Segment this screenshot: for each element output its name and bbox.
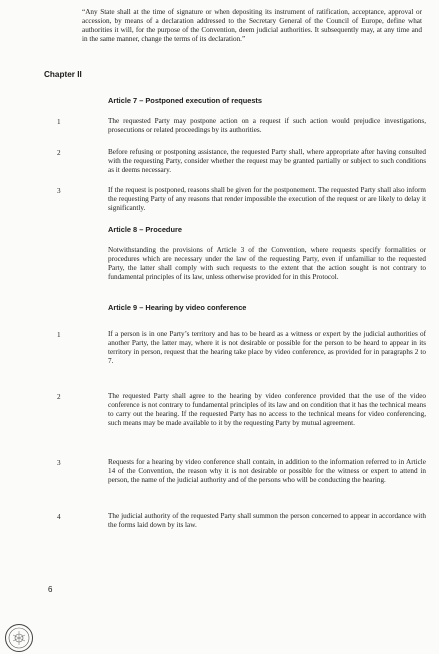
seal-stamp-icon [4,623,34,653]
declaration-quote: “Any State shall at the time of signature or when depositing its instrument of ratification, acceptance, approval or accession, by means of a declaration addressed to the Secretary General of the Council of Europe, define what authorities it will, for the purpose of the Convention, deem judicial authorities. It subsequently may, at any time and in the same manner, change the terms of its declaration.” [82,8,422,43]
article-7-heading: Article 7 – Postponed execution of requests [108,96,263,105]
article-8-heading: Article 8 – Procedure [108,225,182,234]
article-8-paragraph: Notwithstanding the provisions of Article 3 of the Convention, where requests specify formalities or procedures which are necessary under the law of the requesting Party, even if unfamiliar to the requested Party, the latter shall comply with such requests to the extent that the action sought is not contrary to fundamental principles of its law, unless otherwise provided for in this Protocol. [108,246,426,281]
article-7-paragraph-2: Before refusing or postponing assistance, the requested Party shall, where appropriate after having consulted with the requesting Party, consider whether the request may be granted partially or subject to such conditions as it deems necessary. [108,148,426,174]
paragraph-number: 1 [57,331,61,339]
article-7-paragraph-1: The requested Party may postpone action on a request if such action would prejudice investigations, prosecutions or related proceedings by its authorities. [108,117,426,134]
article-9-paragraph-4: The judicial authority of the requested Party shall summon the person concerned to appear in accordance with the forms laid down by its law. [108,512,426,529]
article-7-paragraph-3: If the request is postponed, reasons shall be given for the postponement. The requested Party shall also inform the requesting Party of any reasons that render impossible the execution of the request or are likely to delay it significantly. [108,186,426,212]
chapter-heading: Chapter II [44,70,82,79]
paragraph-number: 2 [57,393,61,401]
article-9-paragraph-2: The requested Party shall agree to the hearing by video conference provided that the use of the video conference is not contrary to fundamental principles of its law and on condition that it has the technical means to carry out the hearing. If the requested Party has no access to the technical means for video conferencing, such means may be made available to it by the requesting Party by mutual agreement. [108,392,426,427]
page-number: 6 [48,585,53,594]
article-9-paragraph-3: Requests for a hearing by video conference shall contain, in addition to the information referred to in Article 14 of the Convention, the reason why it is not desirable or possible for the witness or expert to attend in person, the name of the judicial authority and of the persons who will be conducting the hearing. [108,458,426,484]
article-9-heading: Article 9 – Hearing by video conference [108,303,247,312]
paragraph-number: 2 [57,149,61,157]
paragraph-number: 3 [57,459,61,467]
paragraph-number: 3 [57,187,61,195]
paragraph-number: 4 [57,513,61,521]
paragraph-number: 1 [57,118,61,126]
article-9-paragraph-1: If a person is in one Party’s territory and has to be heard as a witness or expert by the judicial authorities of another Party, the latter may, where it is not desirable or possible for the person to be heard to appear in its territory in person, request that the hearing take place by video conference, as provided for in paragraphs 2 to 7. [108,330,426,365]
